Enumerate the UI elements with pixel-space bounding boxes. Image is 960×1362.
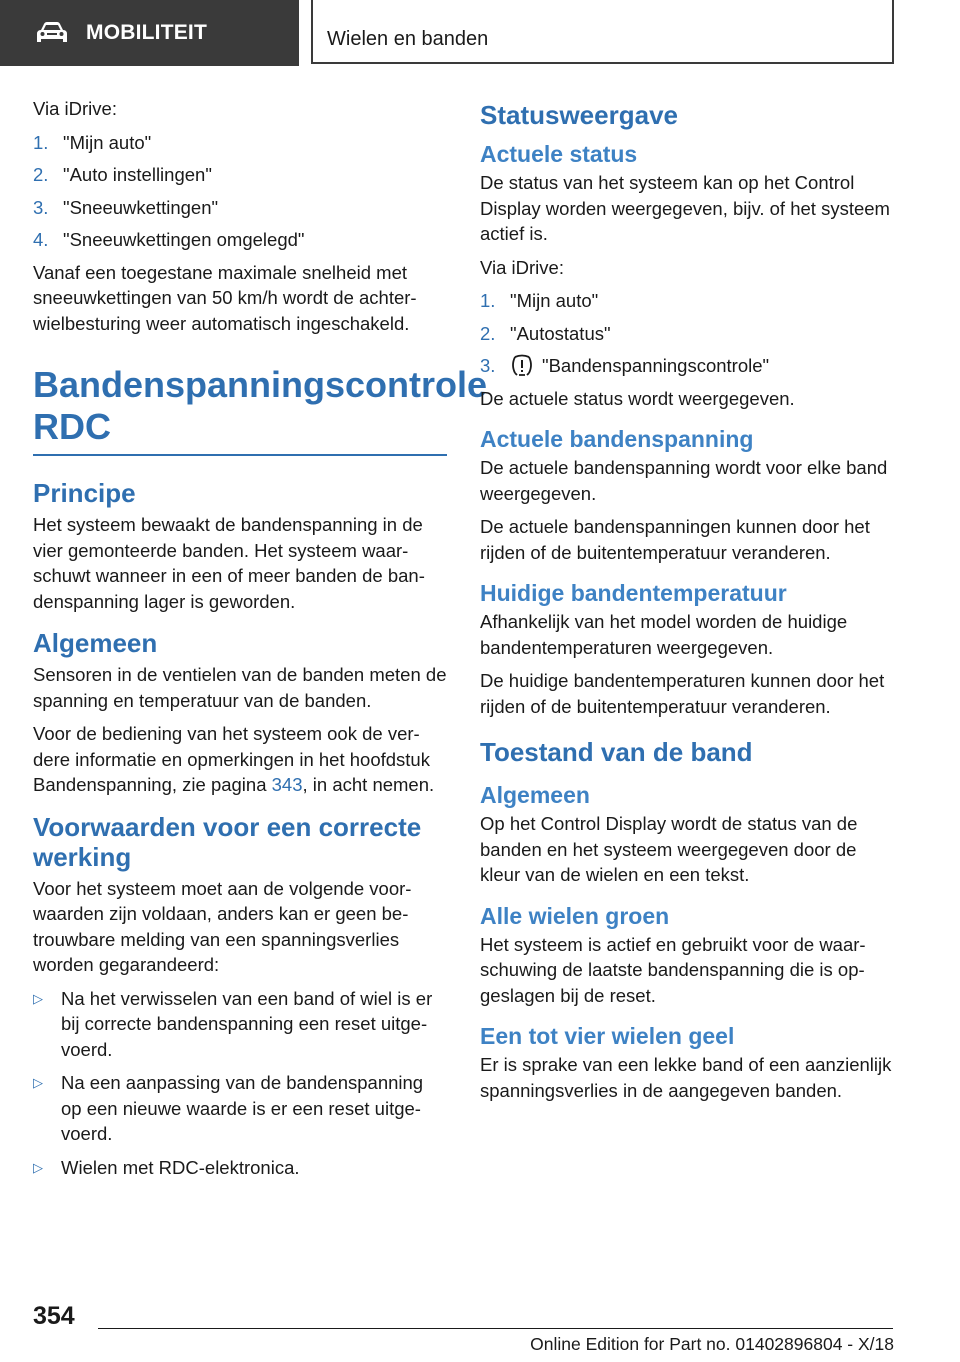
rdc-heading-line2: RDC [33,406,111,447]
rdc-heading-line1: Bandenspanningscontrole [33,364,488,405]
geel-heading: Een tot vier wielen geel [480,1023,735,1049]
list-item [33,986,447,1063]
rdc-heading [33,364,488,456]
groen-text: Het systeem is actief en gebruikt voor de waarschuwing de laatste bandenspanning die is opgeslagen bij de reset. [480,933,866,1006]
step-number: 3. [480,355,496,376]
snow-chain-text: Vanaf een toegestane maximale snelheid met sneeuwkettingen van 50 km/h wordt de achterwielbesturing weer automatisch ingeschakeld. [33,261,417,334]
temperatuur-text-1: Afhankelijk van het model worden de huidige bandentemperaturen weergegeven. [480,611,848,658]
groen-heading: Alle wielen groen [480,902,670,929]
step-number: 2. [480,322,496,344]
triangle-bullet-icon: ▷ [33,990,43,1006]
step-number: 3. [33,196,49,218]
edition-text: Online Edition for Part no. 01402896804 - X/18 [530,1334,894,1354]
list-item [33,1155,447,1181]
voorwaarden-text: Voor het systeem moet aan de volgende voorwaarden zijn voldaan, anders kan er geen betrouwbare melding van een spanningsverlies worden gegarandeerd: [33,877,412,975]
algemeen-heading: Algemeen [33,628,158,658]
step-text: "Mijn auto" [510,290,599,311]
temperatuur-text-2: De huidige bandentemperaturen kunnen door het rijden of de buitentemperatuur veranderen. [480,670,885,717]
voorwaarden-list [33,986,447,1181]
chapter-box [311,0,894,64]
toestand-algemeen-text: Op het Control Display wordt de status van de banden en het systeem weergegeven door de kleur van de wielen en een tekst. [480,813,858,885]
status-steps [480,288,900,379]
actuele-status-text: De status van het systeem kan op het Control Display worden weergegeven, bijv. of het systeem actief is. [480,172,890,244]
algemeen-text-2 [33,721,447,798]
step-text: "Mijn auto" [63,131,152,153]
principe-heading: Principe [33,478,136,508]
chapter-title: Wielen en banden [327,28,489,50]
left-column [33,96,488,1188]
step-text: "Sneeuwkettingen omgelegd" [63,229,305,250]
list-item [33,195,447,221]
list-item [33,162,447,188]
car-icon [34,20,70,46]
bandenspanning-text-2: De actuele bandenspanningen kunnen door het rijden of de buitentemperatuur veranderen. [480,516,870,563]
status-after-text: De actuele status wordt weergegeven. [480,387,795,409]
step-number: 2. [33,164,49,185]
step-text: "Bandenspanningscontrole" [542,355,770,376]
page-link-343[interactable]: 343 [271,774,303,795]
list-item [33,130,447,156]
section-title: MOBILITEIT [86,21,207,44]
toestand-heading: Toestand van de band [480,737,753,767]
page-number: 354 [33,1302,75,1330]
list-item [480,288,900,314]
page-header [0,0,960,66]
bullet-text: Wielen met RDC-elektronica. [61,1156,300,1178]
bandenspanning-text-1: De actuele bandenspanning wordt voor elke band weergegeven. [480,457,888,504]
step-text: "Sneeuwkettingen" [63,196,219,218]
step-number: 1. [33,131,49,153]
tire-pressure-warning-icon [510,354,534,376]
voorwaarden-heading: Voorwaarden voor een correcte werking [33,811,422,872]
actuele-status-heading: Actuele status [480,141,638,167]
section-tab [0,0,299,66]
toestand-algemeen-heading: Algemeen [480,782,590,808]
step-number: 1. [480,290,496,311]
list-item [480,353,900,379]
footer-divider [98,1328,893,1329]
list-item [480,321,900,347]
snow-chain-steps [33,130,447,253]
principe-text: Het systeem bewaakt de bandenspanning in de vier gemonteerde banden. Het systeem waarschuwt wanneer in een of meer banden de bandenspanning lager is geworden. [33,514,425,612]
geel-text: Er is sprake van een lekke band of een aanzienlijk spanningsverlies in de aangegeven banden. [480,1054,892,1101]
triangle-bullet-icon: ▷ [33,1075,43,1090]
algemeen-text-2-start: Voor de bediening van het systeem ook de verdere informatie en opmerkingen in het hoofdstuk Bandenspanning, zie pagina [33,723,430,795]
bullet-text: Na het verwisselen van een band of wiel is er bij correcte bandenspanning een reset uitgevoerd. [61,987,433,1060]
step-number: 4. [33,229,49,250]
temperatuur-heading: Huidige bandentemperatuur [480,580,787,606]
step-text: "Auto instellingen" [63,164,212,185]
bandenspanning-heading: Actuele bandenspanning [480,426,754,452]
list-item [33,227,447,253]
via-idrive-label: Via iDrive: [33,98,117,119]
bullet-text: Na een aanpassing van de bandenspanning op een nieuwe waarde is er een reset uitgevoerd. [61,1072,424,1144]
list-item [33,1070,447,1147]
step-text: "Autostatus" [510,322,611,344]
right-column [480,96,900,1111]
triangle-bullet-icon: ▷ [33,1159,43,1175]
algemeen-text-2-end: , in acht nemen. [302,774,435,795]
algemeen-text-1: Sensoren in de ventielen van de banden meten de spanning en temperatuur van de banden. [33,664,447,711]
via-idrive-label-right: Via iDrive: [480,256,564,278]
status-heading: Statusweergave [480,100,678,130]
